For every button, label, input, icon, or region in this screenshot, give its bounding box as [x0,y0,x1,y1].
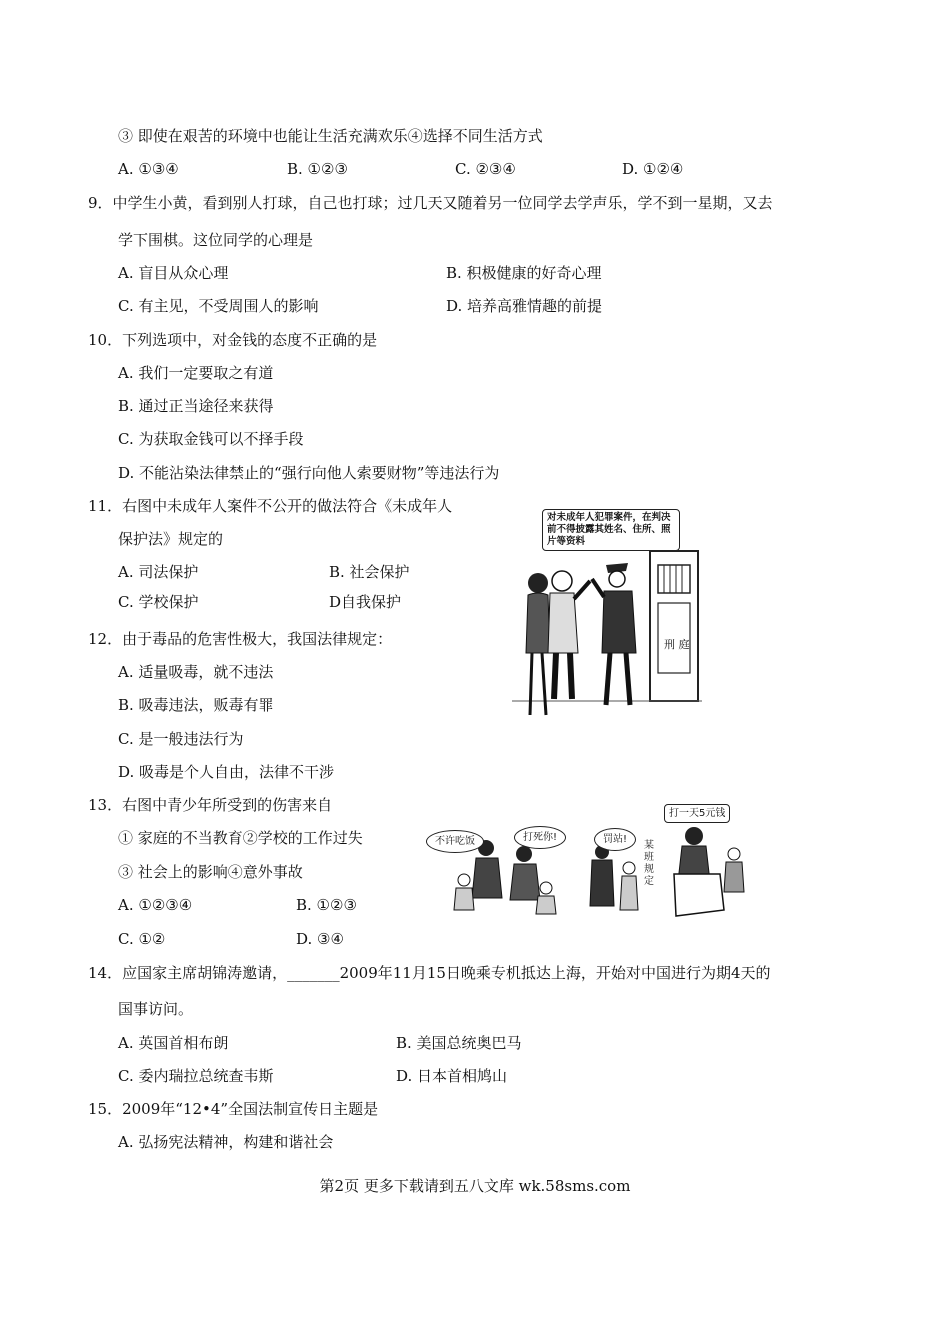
q13-stem: 13．右图中青少年所受到的伤害来自 [88,796,333,814]
q8-option-b: B. ①②③ [287,160,348,178]
q9-option-d: D. 培养高雅情趣的前提 [446,297,603,315]
bubble-no-eating: 不许吃饭 [426,830,484,853]
q15-stem: 15．2009年“12•4”全国法制宣传日主题是 [88,1100,379,1118]
q8-statement-3-4: ③ 即使在艰苦的环境中也能让生活充满欢乐④选择不同生活方式 [118,127,543,145]
q13-statement-3-4: ③ 社会上的影响④意外事故 [118,863,303,881]
q12-option-b: B. 吸毒违法，贩毒有罪 [118,696,274,714]
q11-stem-line2: 保护法》规定的 [118,530,224,548]
q10-option-d: D. 不能沾染法律禁止的“强行向他人索要财物”等违法行为 [118,464,500,482]
q11-stem-line1: 11．右图中未成年人案件不公开的做法符合《未成年人 [88,497,453,515]
q8-option-d: D. ①②④ [622,160,684,178]
q11-option-b: B. 社会保护 [329,563,410,581]
q10-stem: 10．下列选项中，对金钱的态度不正确的是 [88,331,378,349]
q12-stem: 12．由于毒品的危害性极大，我国法律规定： [88,630,393,648]
youth-harm-cartoon [424,802,754,920]
q11-option-c: C. 学校保护 [118,593,199,611]
q9-option-a: A. 盲目从众心理 [118,264,229,282]
q14-option-b: B. 美国总统奥巴马 [396,1034,522,1052]
q10-option-c: C. 为获取金钱可以不择手段 [118,430,304,448]
q8-option-c: C. ②③④ [455,160,516,178]
q13-option-d: D. ③④ [296,930,344,948]
bubble-stand-punishment: 罚站! [594,828,636,851]
juvenile-court-cartoon [512,503,702,725]
q11-option-a: A. 司法保护 [118,563,199,581]
q14-option-d: D. 日本首相鸠山 [396,1067,508,1085]
q10-option-a: A. 我们一定要取之有道 [118,364,274,382]
court-scene-drawing [512,503,702,725]
q9-stem-line2: 学下围棋。这位同学的心理是 [118,231,314,249]
q12-option-d: D. 吸毒是个人自由，法律不干涉 [118,763,335,781]
bubble-beat-you: 打死你! [514,826,566,849]
q9-option-c: C. 有主见，不受周围人的影响 [118,297,319,315]
q13-option-b: B. ①②③ [296,896,357,914]
q13-statement-1-2: ① 家庭的不当教育②学校的工作过失 [118,829,363,847]
court-door-label: 刑 庭 [664,638,690,651]
q13-option-a: A. ①②③④ [118,896,193,914]
q9-option-b: B. 积极健康的好奇心理 [446,264,602,282]
q9-stem-line1: 9．中学生小黄，看到别人打球，自己也打球；过几天又随着另一位同学去学声乐，学不到一星期，又去 [88,194,773,212]
q11-option-d: D自我保护 [329,593,402,611]
q13-option-c: C. ①② [118,930,166,948]
class-rule-sign: 某班规定 [644,840,654,887]
q14-option-a: A. 英国首相布朗 [118,1034,229,1052]
q12-option-a: A. 适量吸毒，就不违法 [118,663,274,681]
q14-stem-line1: 14．应国家主席胡锦涛邀请，_______2009年11月15日晚乘专机抵达上海，开始对中国进行为期4天的 [88,964,771,982]
q14-option-c: C. 委内瑞拉总统查韦斯 [118,1067,274,1085]
cartoon-sign-text: 对未成年人犯罪案件，在判决前不得披露其姓名、住所、照片等资料 [542,509,680,551]
page-footer: 第2页 更多下载请到五八文库 wk.58sms.com [319,1177,631,1195]
bubble-five-yuan-a-day: 打一天5元钱 [664,804,730,823]
q15-option-a: A. 弘扬宪法精神，构建和谐社会 [118,1133,334,1151]
q8-option-a: A. ①③④ [118,160,179,178]
q10-option-b: B. 通过正当途径来获得 [118,397,274,415]
q14-stem-line2: 国事访问。 [118,1000,194,1018]
q12-option-c: C. 是一般违法行为 [118,730,244,748]
